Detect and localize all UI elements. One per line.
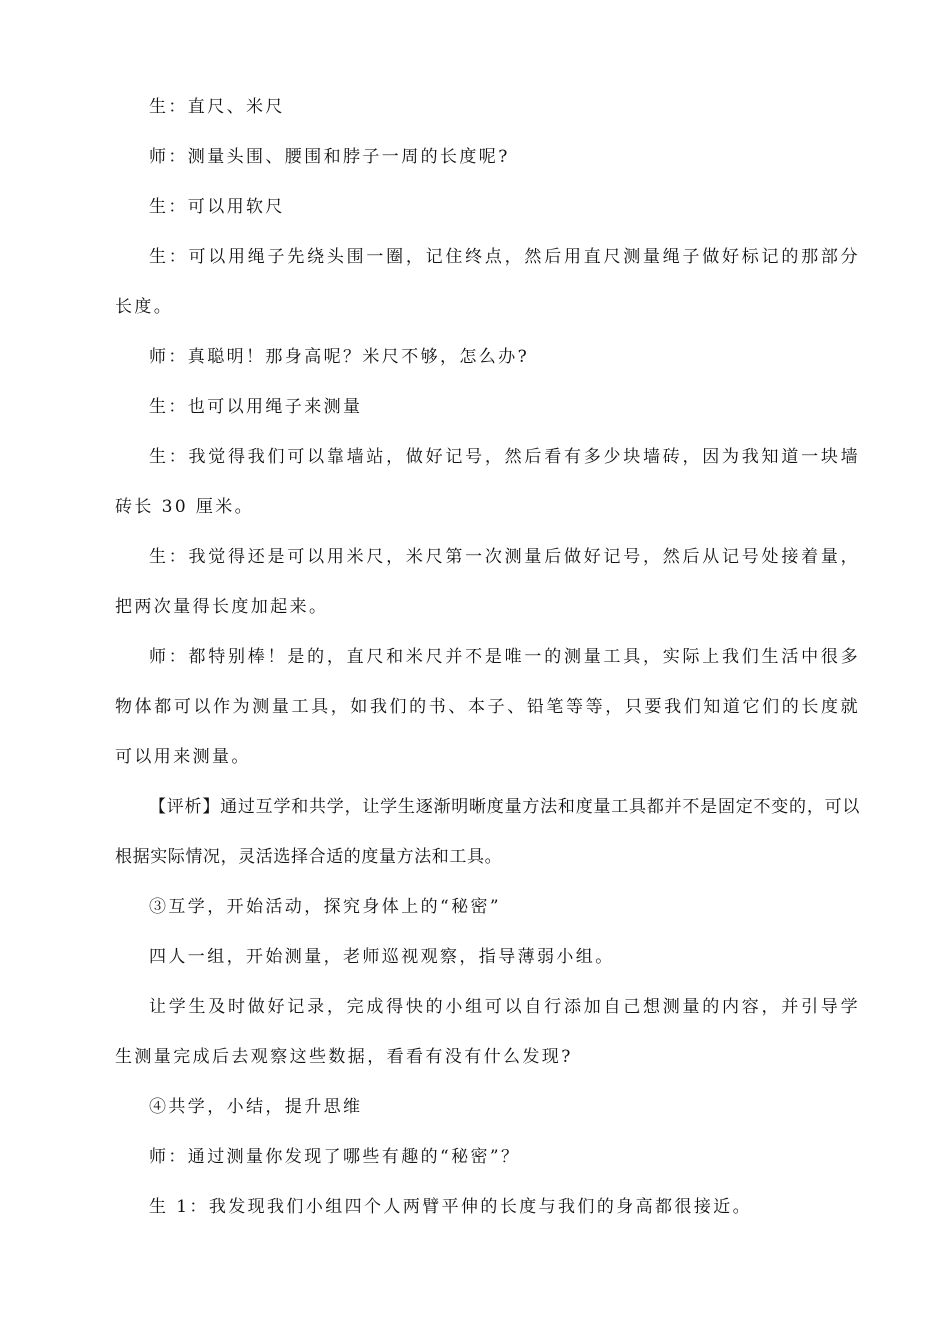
- paragraph-teacher-praise: 师：都特别棒！是的，直尺和米尺并不是唯一的测量工具，实际上我们生活中很多物体都可以作为测量工具，如我们的书、本子、铅笔等等，只要我们知道它们的长度就可以用来测量。: [115, 647, 860, 767]
- paragraph-mutual-learning: ③互学，开始活动，探究身体上的“秘密”: [149, 897, 501, 917]
- paragraph-group-measurement: 四人一组，开始测量，老师巡视观察，指导薄弱小组。: [149, 947, 615, 967]
- document-body: [115, 82, 860, 1232]
- paragraph-teacher-secrets: 师：通过测量你发现了哪些有趣的“秘密”？: [149, 1147, 521, 1167]
- paragraph-summary: ④共学，小结，提升思维: [149, 1097, 363, 1117]
- paragraph-record-guidance: 让学生及时做好记录，完成得快的小组可以自行添加自己想测量的内容，并引导学生测量完成后去观察这些数据，看看有没有什么发现?: [115, 997, 860, 1067]
- paragraph-teacher-height: 师：真聪明！那身高呢？米尺不够，怎么办?: [149, 347, 530, 367]
- paragraph-student-meter-ruler: 生：我觉得还是可以用米尺，米尺第一次测量后做好记号，然后从记号处接着量，把两次量得长度加起来。: [115, 547, 860, 617]
- paragraph-student-wall-bricks: 生：我觉得我们可以靠墙站，做好记号，然后看有多少块墙砖，因为我知道一块墙砖长 30 厘米。: [115, 447, 860, 517]
- paragraph-teacher-head-waist: 师：测量头围、腰围和脖子一周的长度呢?: [149, 147, 510, 167]
- paragraph-student-rope: 生：可以用绳子先绕头围一圈，记住终点，然后用直尺测量绳子做好标记的那部分长度。: [115, 247, 860, 317]
- paragraph-student-rope-height: 生：也可以用绳子来测量: [149, 397, 363, 417]
- paragraph-student-ruler: 生：直尺、米尺: [149, 97, 285, 117]
- paragraph-student-soft-ruler: 生：可以用软尺: [149, 197, 285, 217]
- paragraph-commentary: 【评析】通过互学和共学，让学生逐渐明晰度量方法和度量工具都并不是固定不变的，可以根据实际情况，灵活选择合适的度量方法和工具。: [115, 797, 860, 867]
- paragraph-student-1-finding: 生 1：我发现我们小组四个人两臂平伸的长度与我们的身高都很接近。: [149, 1197, 753, 1217]
